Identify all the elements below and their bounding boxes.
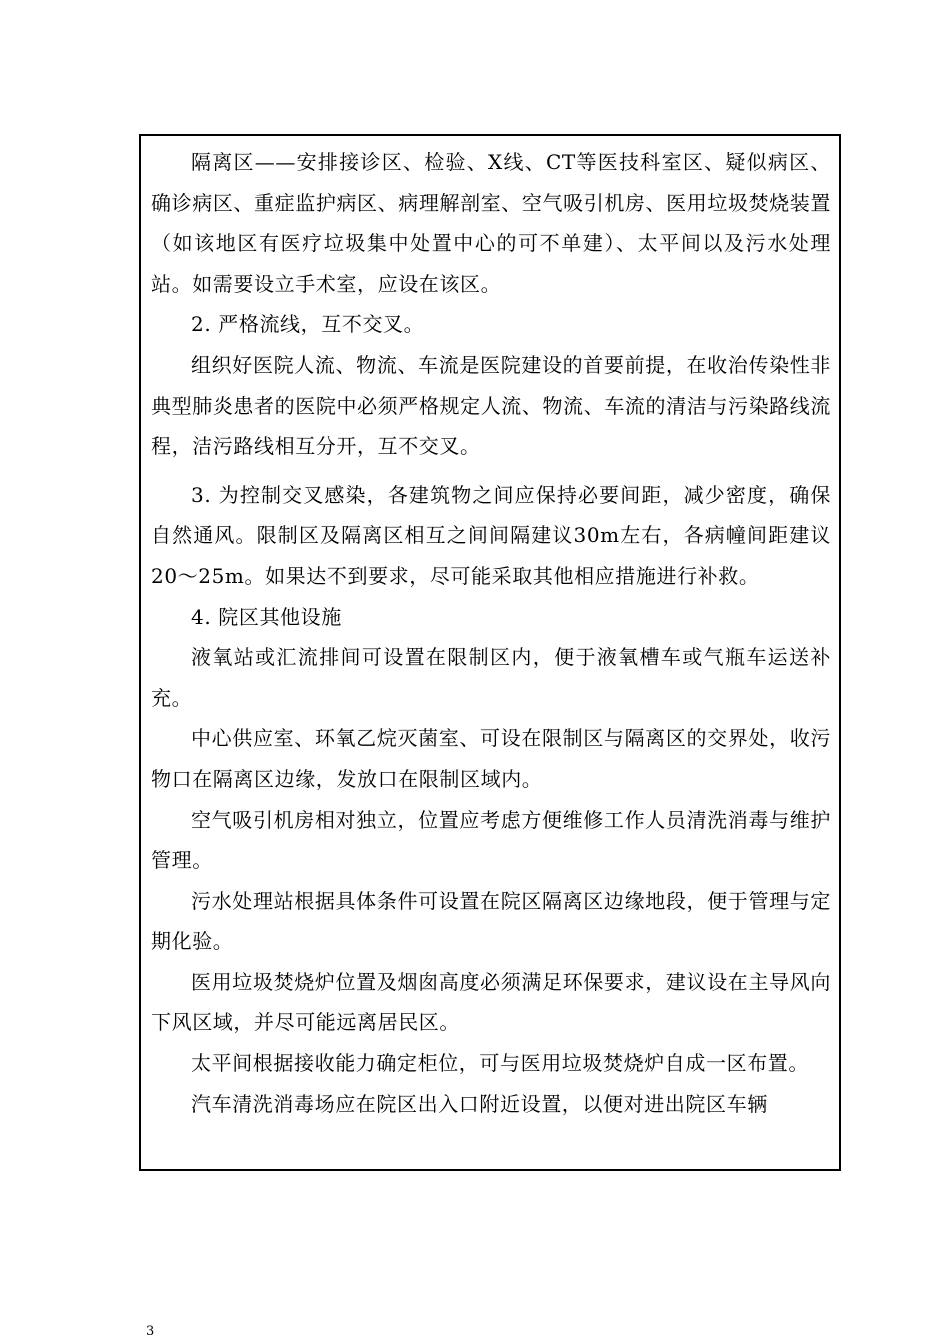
paragraph-suction-room: 空气吸引机房相对独立，位置应考虑方便维修工作人员清洗消毒与维护管理。 — [151, 807, 831, 873]
paragraph-liquid-oxygen: 液氧站或汇流排间可设置在限制区内，便于液氧槽车或气瓶车运送补充。 — [151, 645, 831, 710]
paragraph-other-facilities-heading: 4. 院区其他设施 — [191, 604, 342, 629]
page-number: 3 — [146, 1324, 155, 1339]
paragraph-isolation-zone: 隔离区——安排接诊区、检验、X线、CT等医技科室区、疑似病区、确诊病区、重症监护病区、病理解剖室、空气吸引机房、医用垃圾焚烧装置（如该地区有医疗垃圾集中处置中心的可不单建）、太平间以及污水处理站。如需要设立手术室，应设在该区。 — [151, 150, 831, 296]
paragraph-spacing-requirements: 3. 为控制交叉感染，各建筑物之间应保持必要间距，减少密度，确保自然通风。限制区及隔离区相互之间间隔建议30m左右，各病幢间距建议20～25m。如果达不到要求，尽可能采取其他相应措施进行补救。 — [151, 482, 831, 588]
paragraph-sewage-station: 污水处理站根据具体条件可设置在院区隔离区边缘地段，便于管理与定期化验。 — [151, 888, 831, 954]
paragraph-strict-flow-heading: 2. 严格流线，互不交叉。 — [191, 312, 425, 337]
document-body — [151, 142, 831, 1124]
bordered-text-frame — [139, 134, 841, 1171]
paragraph-mortuary: 太平间根据接收能力确定柜位，可与医用垃圾焚烧炉自成一区布置。 — [191, 1051, 809, 1076]
paragraph-central-supply: 中心供应室、环氧乙烷灭菌室、可设在限制区与隔离区的交界处，收污物口在隔离区边缘，发放口在限制区域内。 — [151, 726, 831, 791]
paragraph-flow-organization: 组织好医院人流、物流、车流是医院建设的首要前提，在收治传染性非典型肺炎患者的医院中必须严格规定人流、物流、车流的清洁与污染路线流程，洁污路线相互分开，互不交叉。 — [151, 352, 831, 459]
paragraph-waste-incinerator: 医用垃圾焚烧炉位置及烟囱高度必须满足环保要求，建议设在主导风向下风区域，并尽可能远离居民区。 — [151, 969, 831, 1035]
paragraph-gap — [151, 467, 831, 475]
paragraph-vehicle-disinfection: 汽车清洗消毒场应在院区出入口附近设置，以便对进出院区车辆 — [191, 1091, 768, 1116]
